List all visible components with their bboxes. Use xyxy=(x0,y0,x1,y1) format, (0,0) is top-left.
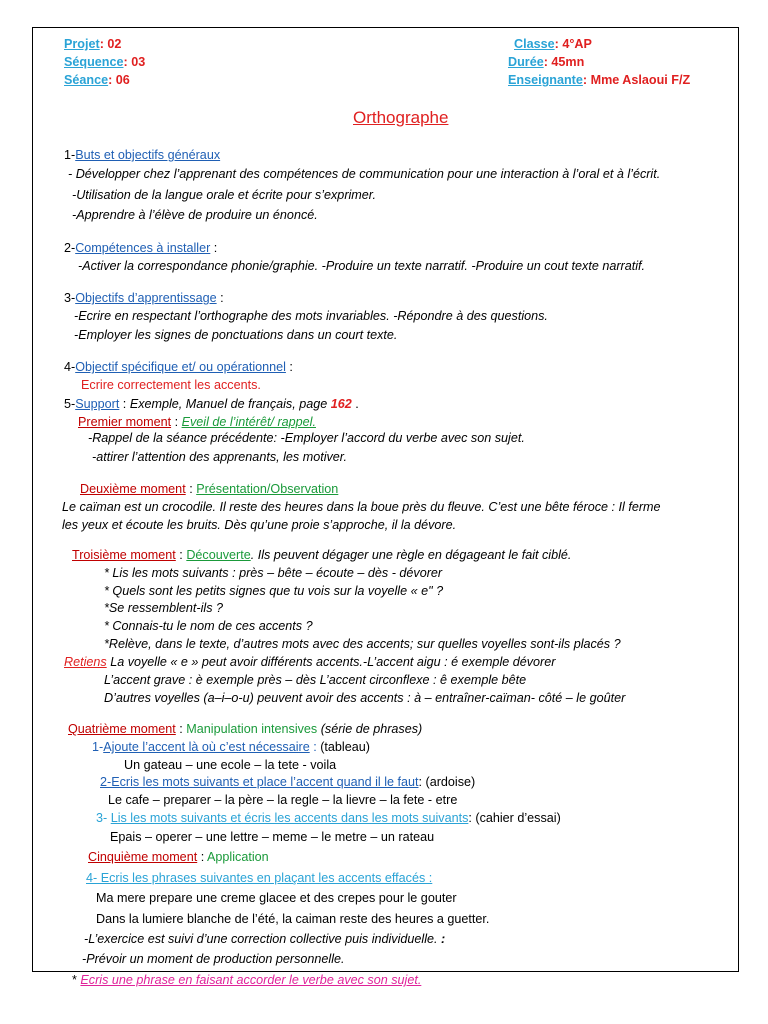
s5-text: Exemple, Manuel de français, page xyxy=(129,397,331,411)
m3-text: . Ils peuvent dégager une règle en dégageant le fait ciblé. xyxy=(250,548,572,562)
m5-title: Application xyxy=(207,850,269,864)
s5-page: 162 xyxy=(330,397,352,411)
m2-line-1: Le caïman est un crocodile. Il reste des heures dans la boue près du fleuve. C’est une bête féroce : Il ferme xyxy=(62,500,661,514)
s1-line-3: -Apprendre à l’élève de produire un énoncé. xyxy=(72,208,318,222)
m5-line-3 xyxy=(72,972,421,988)
e1-words: Un gateau – une ecole – la tete - voila xyxy=(124,758,337,772)
e3-words: Epais – operer – une lettre – meme – le metre – un rateau xyxy=(110,830,435,844)
m2-line-2: les yeux et écoute les bruits. Dès qu’une proie s’approche, il la dévore. xyxy=(62,518,457,532)
s5-num: 5- xyxy=(64,397,76,411)
e2-text: 2-Ecris les mots suivants et place l’accent quand il le faut xyxy=(100,775,419,789)
s2-heading: Compétences à installer xyxy=(75,241,211,255)
e3-tool: : (cahier d’essai) xyxy=(468,811,561,825)
m2-heading-line xyxy=(80,481,338,497)
s4-line-1: Ecrire correctement les accents. xyxy=(81,378,261,392)
m5-line-2: -Prévoir un moment de production personnelle. xyxy=(82,952,345,966)
header-duree xyxy=(508,54,584,70)
s3-heading: Objectifs d’apprentissage xyxy=(75,291,217,305)
m5-colon: : xyxy=(197,850,208,864)
m2-title: Présentation/Observation xyxy=(196,482,339,496)
s1-line-2: -Utilisation de la langue orale et écrite pour s’exprimer. xyxy=(72,188,377,202)
m1-colon: : xyxy=(171,415,182,429)
m1-line-1: -Rappel de la séance précédente: -Employer l’accord du verbe avec son sujet. xyxy=(88,431,525,445)
m1-title: Eveil de l’intérêt/ rappel. xyxy=(181,415,316,429)
m3-question-1: * Lis les mots suivants : près – bête – écoute – dès - dévorer xyxy=(104,566,443,580)
header-classe xyxy=(514,36,592,52)
header-projet xyxy=(64,36,121,52)
s1-heading-line xyxy=(64,147,220,163)
seance-value: : 06 xyxy=(108,73,130,87)
e2-words: Le cafe – preparer – la père – la regle – la lievre – la fete - etre xyxy=(108,793,458,807)
s2-colon: : xyxy=(210,241,218,255)
duree-value: : 45mn xyxy=(543,55,585,69)
s2-heading-line xyxy=(64,240,217,256)
sequence-label: Séquence xyxy=(64,55,124,69)
sequence-value: : 03 xyxy=(123,55,146,69)
retiens-line-3: D’autres voyelles (a–i–o-u) peuvent avoir des accents : à – entraîner-caïman- côté – le goûter xyxy=(104,691,626,705)
s4-heading: Objectif spécifique et/ ou opérationnel xyxy=(75,360,286,374)
m3-question-3: *Se ressemblent-ils ? xyxy=(104,601,223,615)
e1-num: 1- xyxy=(92,740,104,754)
classe-value: : 4°AP xyxy=(554,37,592,51)
s5-heading: Support xyxy=(75,397,120,411)
e2-tool: : (ardoise) xyxy=(418,775,476,789)
enseignante-label: Enseignante xyxy=(508,73,583,87)
m4-colon: : xyxy=(175,722,187,736)
s3-colon: : xyxy=(216,291,224,305)
m3-title: Découverte xyxy=(186,548,251,562)
m5-label: Cinquième moment xyxy=(88,850,198,864)
m5-line-1-end: : xyxy=(437,932,446,946)
m3-retiens-line xyxy=(64,654,555,670)
m4-exercise-3 xyxy=(96,810,561,826)
s3-line-1: -Ecrire en respectant l’orthographe des mots invariables. -Répondre à des questions. xyxy=(74,309,548,323)
projet-value: : 02 xyxy=(99,37,122,51)
s3-num: 3- xyxy=(64,291,76,305)
m5-exercise-4: 4- Ecris les phrases suivantes en plaçant les accents effacés : xyxy=(86,871,433,885)
m3-question-4: * Connais-tu le nom de ces accents ? xyxy=(104,619,313,633)
m5-line-1-text: -L’exercice est suivi d’une correction collective puis individuelle. xyxy=(84,932,438,946)
classe-label: Classe xyxy=(514,37,555,51)
header-sequence xyxy=(64,54,145,70)
s3-heading-line xyxy=(64,290,224,306)
m4-exercise-1 xyxy=(92,739,370,755)
e1-text: Ajoute l’accent là où c’est nécessaire xyxy=(103,740,310,754)
s3-line-2: -Employer les signes de ponctuations dans un court texte. xyxy=(74,328,398,342)
m5-line-1 xyxy=(84,931,445,947)
m3-question-5: *Relève, dans le texte, d’autres mots avec des accents; sur quelles voyelles sont-ils placés ? xyxy=(104,637,621,651)
enseignante-value: : Mme Aslaoui F/Z xyxy=(582,73,691,87)
s1-num: 1- xyxy=(64,148,76,162)
m4-heading-line xyxy=(68,721,422,737)
m2-colon: : xyxy=(185,482,197,496)
s5-colon: : xyxy=(119,397,130,411)
retiens-label: Retiens xyxy=(64,655,107,669)
s1-heading: Buts et objectifs généraux xyxy=(75,148,221,162)
header-enseignante xyxy=(508,72,690,88)
e3-num: 3- xyxy=(96,811,111,825)
m3-question-2: * Quels sont les petits signes que tu vois sur la voyelle « e" ? xyxy=(104,584,444,598)
m1-heading-line xyxy=(78,414,316,430)
s4-num: 4- xyxy=(64,360,76,374)
e3-text: Lis les mots suivants et écris les accents dans les mots suivants xyxy=(110,811,469,825)
projet-label: Projet xyxy=(64,37,100,51)
retiens-line-1: La voyelle « e » peut avoir différents accents.-L’accent aigu : é exemple dévorer xyxy=(106,655,556,669)
m3-heading-line xyxy=(72,547,571,563)
seance-label: Séance xyxy=(64,73,109,87)
m5-star: * xyxy=(72,973,81,987)
m1-label: Premier moment xyxy=(78,415,172,429)
m5-heading-line xyxy=(88,849,269,865)
s5-line xyxy=(64,396,359,412)
m5-phrase-2: Dans la lumiere blanche de l’été, la caiman reste des heures a guetter. xyxy=(96,912,490,926)
s2-num: 2- xyxy=(64,241,76,255)
s5-end: . xyxy=(351,397,359,411)
m2-label: Deuxième moment xyxy=(80,482,186,496)
m5-phrase-1: Ma mere prepare une creme glacee et des crepes pour le gouter xyxy=(96,891,457,905)
s4-heading-line xyxy=(64,359,293,375)
e1-tool: (tableau) xyxy=(316,740,370,754)
m5-line-3-text: Ecris une phrase en faisant accorder le verbe avec son sujet. xyxy=(80,973,422,987)
retiens-line-2: L’accent grave : è exemple près – dès L’accent circonflexe : ê exemple bête xyxy=(104,673,527,687)
page-title: Orthographe xyxy=(353,108,449,127)
m3-label: Troisième moment xyxy=(72,548,176,562)
m4-note: (série de phrases) xyxy=(317,722,423,736)
s2-line-1: -Activer la correspondance phonie/graphie. -Produire un texte narratif. -Produire un cout texte narratif. xyxy=(78,259,646,273)
s4-colon: : xyxy=(285,360,293,374)
m3-colon: : xyxy=(175,548,187,562)
m4-exercise-2 xyxy=(100,774,475,790)
m1-line-2: -attirer l’attention des apprenants, les motiver. xyxy=(92,450,348,464)
s1-line-1: - Développer chez l’apprenant des compétences de communication pour une interaction à l’oral et à l’écrit. xyxy=(68,167,661,181)
duree-label: Durée xyxy=(508,55,544,69)
e1-colon: : xyxy=(309,740,317,754)
m4-title: Manipulation intensives xyxy=(186,722,318,736)
m4-label: Quatrième moment xyxy=(68,722,176,736)
header-seance xyxy=(64,72,130,88)
